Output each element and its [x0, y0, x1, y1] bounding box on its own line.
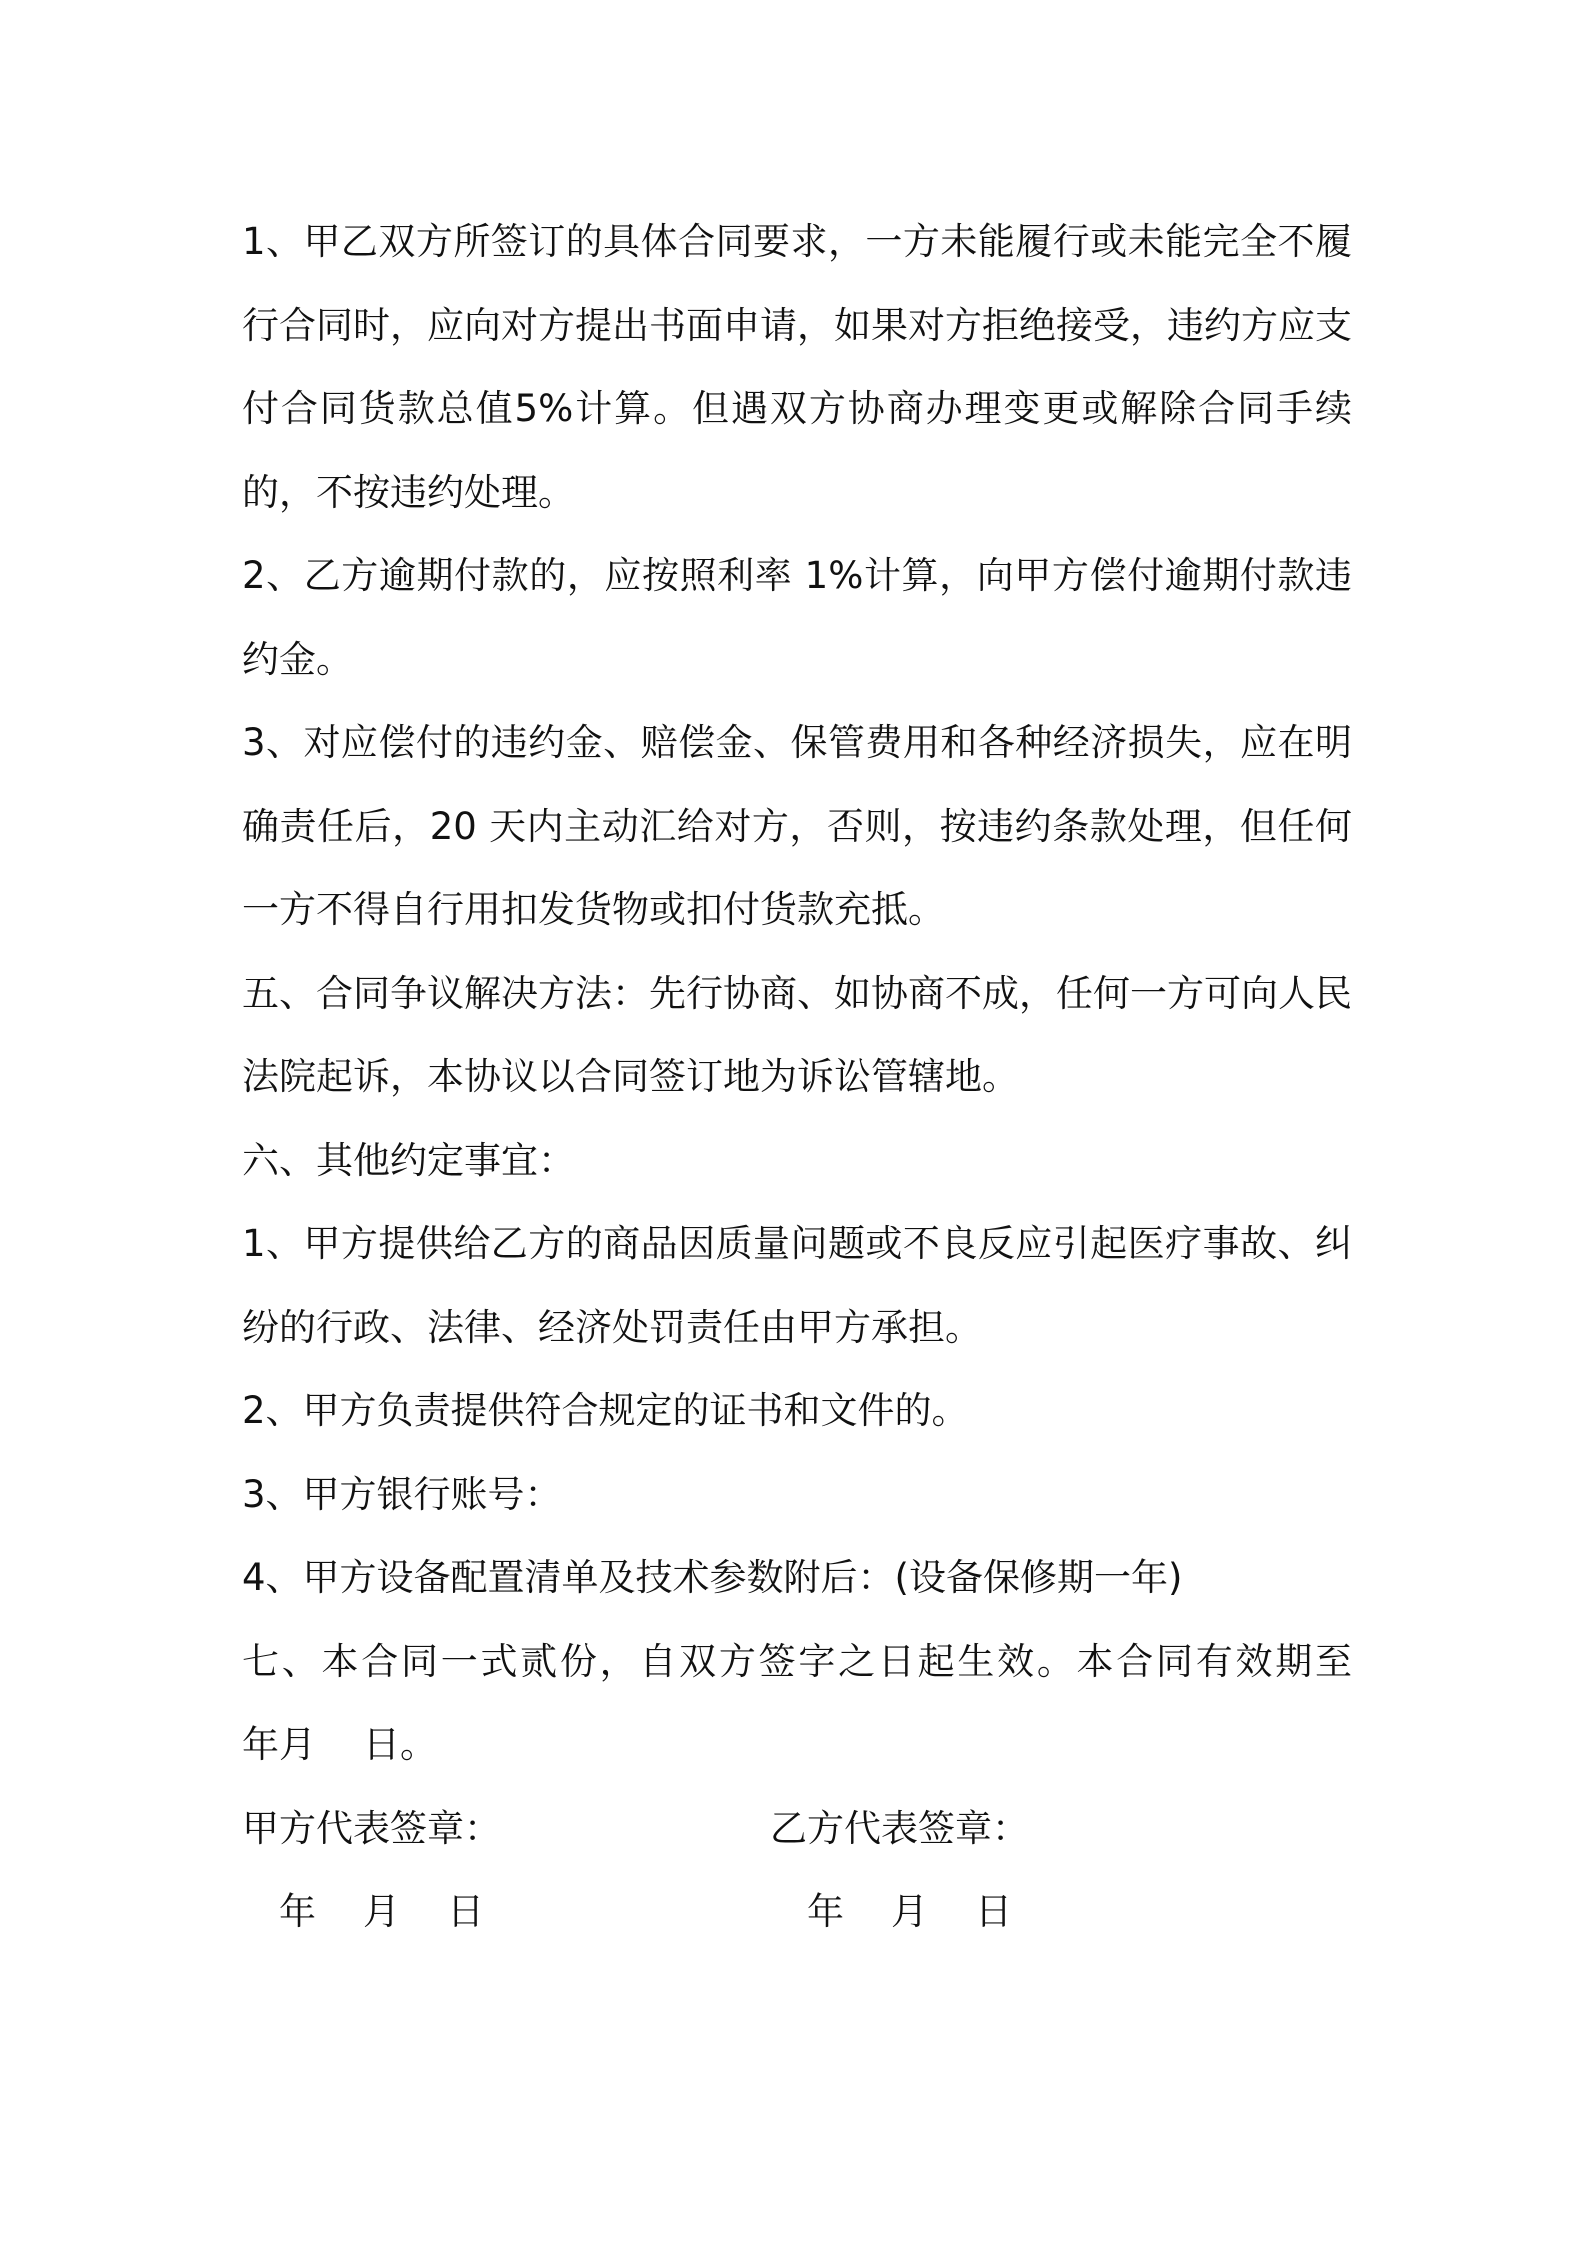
paragraph-clause-2: 2、乙方逾期付款的，应按照利率 1%计算，向甲方偿付逾期付款违约金。: [242, 554, 1352, 681]
paragraph-other-1: 1、甲方提供给乙方的商品因质量问题或不良反应引起医疗事故、纠纷的行政、法律、经济处罚责任由甲方承担。: [242, 1222, 1352, 1349]
paragraph-other-matters-heading: 六、其他约定事宜：: [242, 1138, 575, 1182]
paragraph-effective-term: 七、本合同一式贰份，自双方签字之日起生效。本合同有效期至 年月 日。: [242, 1639, 1400, 1766]
paragraph-other-4: 4、甲方设备配置清单及技术参数附后：(设备保修期一年): [242, 1556, 1183, 1599]
paragraph-other-3: 3、甲方银行账号：: [242, 1472, 562, 1516]
party-b-signature-date: 年 月 日: [807, 1890, 1013, 1933]
party-a-signature-date: 年 月 日: [279, 1890, 485, 1933]
paragraph-other-2: 2、甲方负责提供符合规定的证书和文件的。: [242, 1389, 969, 1432]
document-body: [242, 200, 1400, 1954]
paragraph-clause-1: 1、甲乙双方所签订的具体合同要求，一方未能履行或未能完全不履行合同时，应向对方提出书面申请，如果对方拒绝接受，违约方应支付合同货款总值5%计算。但遇双方协商办理变更或解除合同手续的，不按违约处理。: [242, 220, 1352, 514]
party-b-signature-label: 乙方代表签章：: [770, 1806, 1029, 1850]
paragraph-dispute-resolution: 五、合同争议解决方法：先行协商、如协商不成，任何一方可向人民法院起诉，本协议以合同签订地为诉讼管辖地。: [242, 971, 1352, 1098]
paragraph-clause-3: 3、对应偿付的违约金、赔偿金、保管费用和各种经济损失，应在明确责任后，20 天内主动汇给对方，否则，按违约条款处理，但任何一方不得自行用扣发货物或扣付货款充抵。: [242, 721, 1352, 931]
party-a-signature-label: 甲方代表签章：: [242, 1806, 501, 1850]
signature-row: [242, 1787, 1352, 1871]
signature-date-row: [242, 1870, 1352, 1954]
